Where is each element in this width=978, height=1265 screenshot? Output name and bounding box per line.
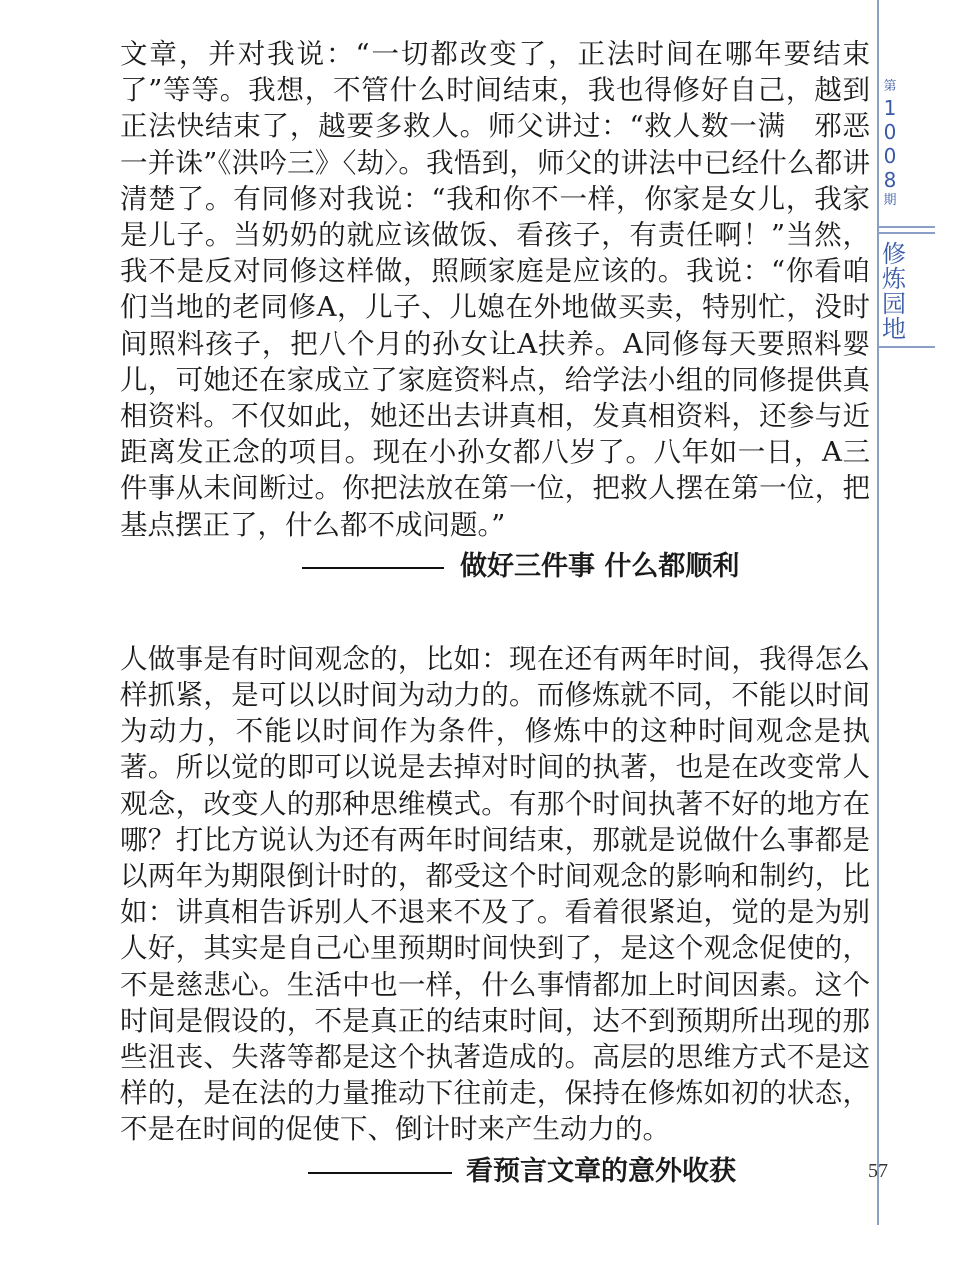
sidebar-rule bbox=[877, 0, 879, 1225]
main-content bbox=[120, 36, 870, 1194]
column-char: 炼 bbox=[882, 265, 906, 293]
issue-number bbox=[880, 78, 900, 210]
sidebar-divider bbox=[877, 226, 935, 228]
sidebar-divider bbox=[877, 346, 935, 348]
source-dash bbox=[308, 1172, 452, 1174]
issue-digit: 8 bbox=[883, 168, 897, 192]
source-dash bbox=[302, 567, 444, 569]
article-source bbox=[120, 549, 870, 589]
article-paragraph: 文章，并对我说：“一切都改变了，正法时间在哪年要结束了”等等。我想，不管什么时间结束，我也得修好自己，越到正法快结束了，越要多救人。师父讲过：“救人数一满 邪恶一并诛”《洪吟三》〈劫〉。我悟到，师父的讲法中已经什么都讲清楚了。有同修对我说：“我和你不一样，你家是女儿，我家是儿子。当奶奶的就应该做饭、看孩子，有责任啊！”当然，我不是反对同修这样做，照顾家庭是应该的。我说：“你看咱们当地的老同修A，儿子、儿媳在外地做买卖，特别忙，没时间照料孩子，把八个月的孙女让A扶养。A同修每天要照料婴儿，可她还在家成立了家庭资料点，给学法小组的同修提供真相资料。不仅如此，她还出去讲真相，发真相资料，还参与近距离发正念的项目。现在小孙女都八岁了。八年如一日，A三件事从未间断过。你把法放在第一位，把救人摆在第一位，把基点摆正了，什么都不成问题。” bbox=[120, 38, 870, 541]
issue-suffix: 期 bbox=[883, 193, 897, 208]
issue-prefix: 第 bbox=[883, 79, 897, 94]
article-paragraph: 人做事是有时间观念的，比如：现在还有两年时间，我得怎么样抓紧，是可以以时间为动力的。而修炼就不同，不能以时间为动力，不能以时间作为条件，修炼中的这种时间观念是执著。所以觉的即可以说是去掉对时间的执著，也是在改变常人观念，改变人的那种思维模式。有那个时间执著不好的地方在哪？打比方说认为还有两年时间结束，那就是说做什么事都是以两年为期限倒计时的，都受这个时间观念的影响和制约，比如：讲真相告诉别人不退来不及了。看着很紧迫，觉的是为别人好，其实是自己心里预期时间快到了，是这个观念促使的，不是慈悲心。生活中也一样，什么事情都加上时间因素。这个时间是假设的，不是真正的结束时间，达不到预期所出现的那些沮丧、失落等都是这个执著造成的。高层的思维方式不是这样的，是在法的力量推动下往前走，保持在修炼如初的状态，不是在时间的促使下、倒计时来产生动力的。 bbox=[120, 642, 870, 1146]
issue-digit: 0 bbox=[883, 144, 897, 168]
column-char: 修 bbox=[882, 240, 906, 268]
article-source bbox=[120, 1154, 870, 1194]
source-title: 看预言文章的意外收获 bbox=[466, 1155, 736, 1187]
source-title: 做好三件事 什么都顺利 bbox=[460, 550, 740, 582]
column-char: 地 bbox=[882, 315, 906, 343]
column-name bbox=[880, 242, 908, 342]
page-number: 57 bbox=[868, 1160, 888, 1182]
issue-digit: 1 bbox=[883, 96, 897, 120]
sidebar-divider bbox=[877, 232, 935, 234]
column-char: 园 bbox=[882, 290, 906, 318]
issue-digit: 0 bbox=[883, 120, 897, 144]
